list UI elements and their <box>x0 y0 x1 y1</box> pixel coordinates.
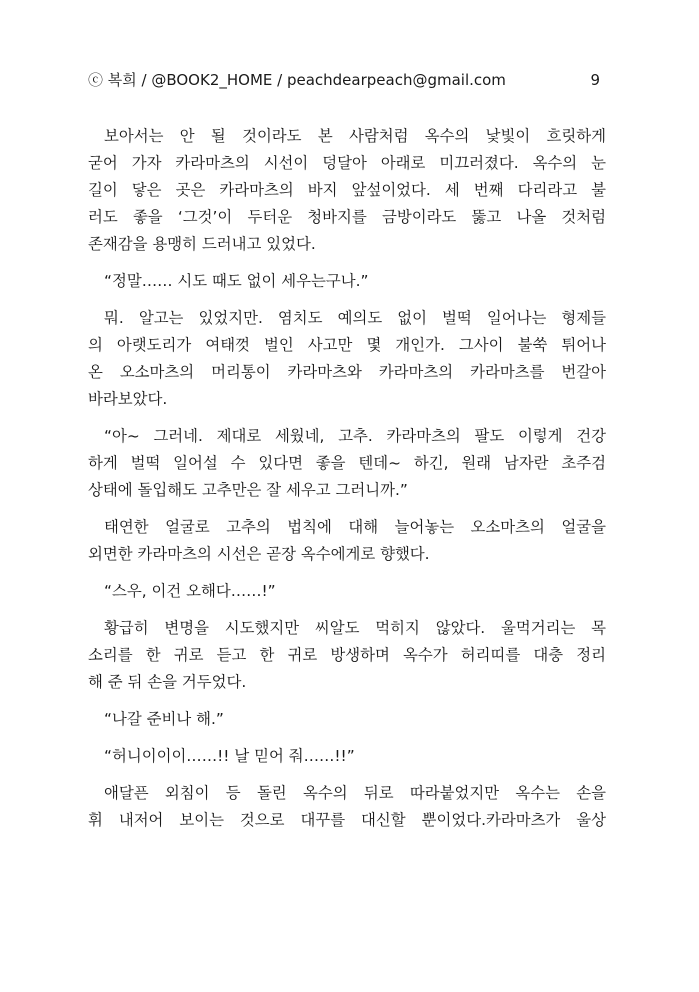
header-credit: ⓒ 복희 / @BOOK2_HOME / peachdearpeach@gmail.com <box>88 71 506 89</box>
text-line: 온 오소마츠의 머리통이 카라마츠와 카라마츠의 카라마츠를 번갈아 <box>88 363 606 381</box>
text-line: 굳어 가자 카라마츠의 시선이 덩달아 아래로 미끄러졌다. 옥수의 눈 <box>88 154 606 172</box>
text-line: “정말…… 시도 때도 없이 세우는구나.” <box>104 272 369 290</box>
text-line: 보아서는 안 될 것이라도 본 사람처럼 옥수의 낯빛이 흐릿하게 <box>104 127 606 145</box>
body-text <box>88 123 606 844</box>
text-line: “아~ 그러네. 제대로 세웠네, 고추. 카라마츠의 팔도 이렇게 건강 <box>104 427 606 445</box>
paragraph <box>88 615 606 696</box>
paragraph <box>88 743 606 770</box>
page-header <box>88 69 600 91</box>
paragraph <box>88 268 606 295</box>
text-line: 소리를 한 귀로 듣고 한 귀로 방생하며 옥수가 허리띠를 대충 정리 <box>88 646 606 664</box>
text-line: 해 준 뒤 손을 거두었다. <box>88 673 247 691</box>
paragraph <box>88 305 606 413</box>
text-line: 러도 좋을 ‘그것’이 두터운 청바지를 금방이라도 뚫고 나올 것처럼 <box>88 208 606 226</box>
text-line: 하게 벌떡 일어설 수 있다면 좋을 텐데~ 하긴, 원래 남자란 초주검 <box>88 454 606 472</box>
paragraph <box>88 514 606 568</box>
paragraph <box>88 423 606 504</box>
text-line: 바라보았다. <box>88 390 168 408</box>
text-line: “스우, 이건 오해다……!” <box>104 582 276 600</box>
text-line: 의 아랫도리가 여태껏 벌인 사고만 몇 개인가. 그사이 불쑥 튀어나 <box>88 336 606 354</box>
text-line: 황급히 변명을 시도했지만 씨알도 먹히지 않았다. 울먹거리는 목 <box>104 619 606 637</box>
paragraph <box>88 780 606 834</box>
page-number: 9 <box>590 71 600 89</box>
text-line: 뭐. 알고는 있었지만. 염치도 예의도 없이 벌떡 일어나는 형제들 <box>104 309 606 327</box>
text-line: 상태에 돌입해도 고추만은 잘 세우고 그러니까.” <box>88 481 408 499</box>
text-line: 외면한 카라마츠의 시선은 곧장 옥수에게로 향했다. <box>88 545 430 563</box>
paragraph <box>88 578 606 605</box>
text-line: 휘 내저어 보이는 것으로 대꾸를 대신할 뿐이었다.카라마츠가 울상 <box>88 811 606 829</box>
text-line: “허니이이이……!! 날 믿어 줘……!!” <box>104 747 355 765</box>
text-line: 존재감을 용맹히 드러내고 있었다. <box>88 235 316 253</box>
text-line: 애달픈 외침이 등 돌린 옥수의 뒤로 따라붙었지만 옥수는 손을 <box>104 784 606 802</box>
text-line: 태연한 얼굴로 고추의 법칙에 대해 늘어놓는 오소마츠의 얼굴을 <box>104 518 606 536</box>
text-line: “나갈 준비나 해.” <box>104 710 224 728</box>
paragraph <box>88 123 606 258</box>
paragraph <box>88 706 606 733</box>
text-line: 길이 닿은 곳은 카라마츠의 바지 앞섶이었다. 세 번째 다리라고 불 <box>88 181 606 199</box>
